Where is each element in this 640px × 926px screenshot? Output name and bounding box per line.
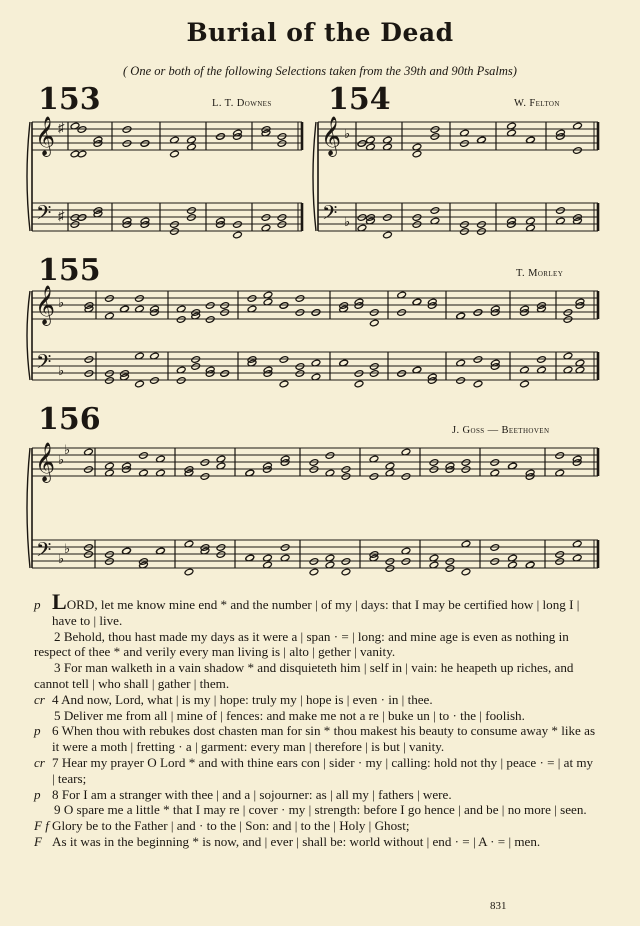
- verse: 2 Behold, thou hast made my days as it were a | span · = | long: and mine age is even as nothing in respect of thee * and verily every man living is | alto | gether | vanity.: [34, 628, 569, 660]
- chant-text: [34, 589, 596, 850]
- hymn-composer: L. T. Downes: [212, 98, 272, 109]
- svg-text:♭: ♭: [344, 214, 351, 229]
- hymn-number: 155: [38, 253, 101, 288]
- svg-text:𝄞: 𝄞: [35, 285, 56, 325]
- verse: 3 For man walketh in a vain shadow * and disquieteth him | self in | vain: he heapeth up riches, and cannot tell | who shall | gather | them.: [34, 660, 574, 691]
- svg-text:𝄢: 𝄢: [36, 201, 52, 229]
- svg-text:♭: ♭: [344, 126, 351, 141]
- svg-text:♭: ♭: [58, 452, 65, 467]
- page-title: Burial of the Dead: [186, 18, 454, 47]
- svg-text:𝄞: 𝄞: [35, 442, 56, 482]
- verse: F f Glory be to the Father | and · to the | Son: and | to the | Holy | Ghost;: [34, 818, 410, 834]
- hymn-composer: J. Goss — Beethoven: [452, 425, 550, 436]
- svg-text:𝄞: 𝄞: [35, 116, 56, 156]
- page-number: 831: [490, 900, 507, 912]
- hymn-number: 154: [328, 82, 391, 117]
- verse: F As it was in the beginning * is now, and | ever | shall be: world without | end · = | A · = | men.: [34, 833, 541, 849]
- svg-text:𝄢: 𝄢: [36, 538, 52, 566]
- svg-text:♯: ♯: [58, 208, 65, 223]
- svg-text:♭: ♭: [58, 295, 65, 310]
- verse: p 6 When thou with rebukes dost chasten man for sin * thou makest his beauty to consume away * like as it were a moth | fretting · a | garment: every man | therefore | is but | vanity.: [34, 723, 596, 755]
- hymn-number: 153: [38, 82, 101, 117]
- svg-text:♭: ♭: [58, 363, 65, 378]
- hymn-number: 156: [38, 402, 101, 437]
- verse: p 8 For I am a stranger with thee | and a | sojourner: as | all my | fathers | were.: [34, 786, 452, 802]
- svg-text:♭: ♭: [64, 541, 71, 556]
- svg-text:♯: ♯: [58, 120, 65, 135]
- verse: cr 4 And now, Lord, what | is my | hope: truly my | hope is | even · in | thee.: [34, 691, 433, 707]
- svg-text:♭: ♭: [58, 551, 65, 566]
- svg-text:♭: ♭: [64, 442, 71, 457]
- verse: 9 O spare me a little * that I may re | cover · my | strength: before I go hence | and be | no more | seen.: [54, 802, 587, 818]
- svg-text:𝄢: 𝄢: [36, 350, 52, 378]
- svg-text:𝄢: 𝄢: [322, 201, 338, 229]
- verse: p LORD, let me know mine end * and the number | of my | days: that I may be certified how | long I | have to | live.: [34, 589, 580, 628]
- hymn-composer: W. Felton: [514, 98, 560, 109]
- svg-text:𝄞: 𝄞: [321, 116, 342, 156]
- page-subtitle: ( One or both of the following Selections taken from the 39th and 90th Psalms): [123, 64, 517, 78]
- verse: 5 Deliver me from all | mine of | fences: and make me not a re | buke un | to · the | foolish.: [54, 707, 525, 723]
- verse: cr 7 Hear my prayer O Lord * and with thine ears con | sider · my | calling: hold not thy | peace · = | at my | tears;: [34, 754, 594, 786]
- hymn-composer: T. Morley: [516, 268, 564, 279]
